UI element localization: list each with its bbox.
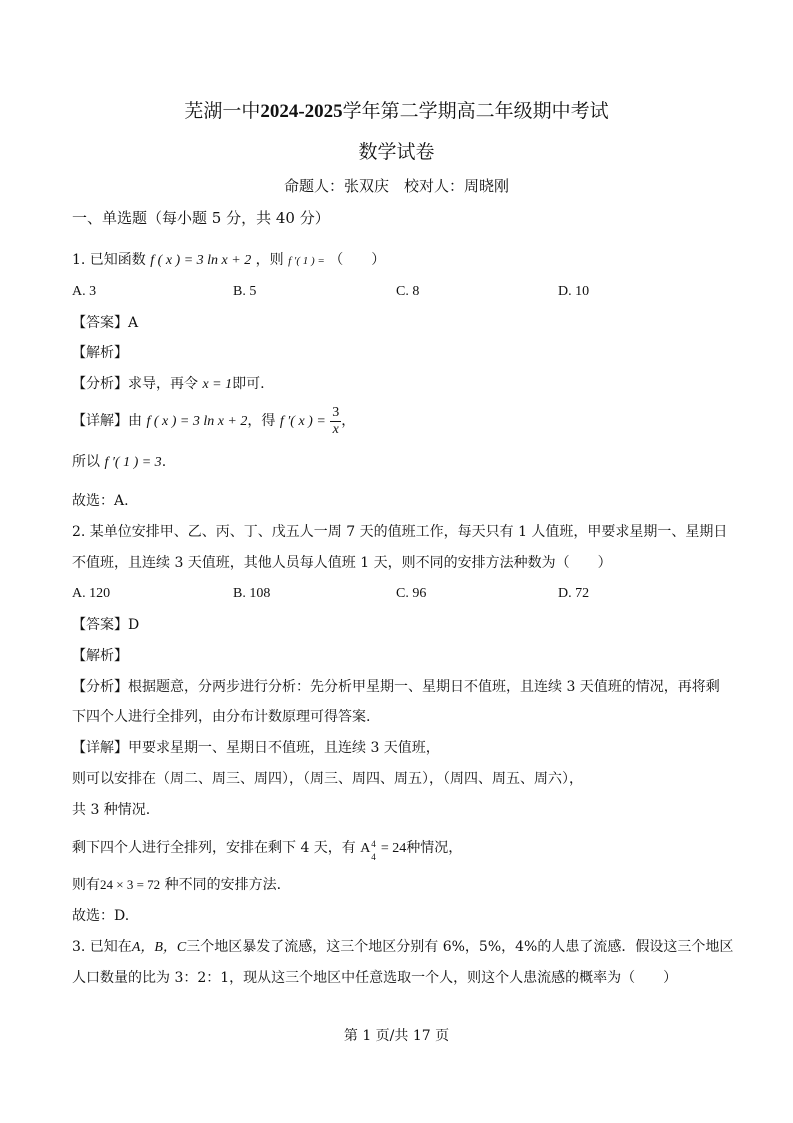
title-term: 学年第二学期高二年级期中考试 bbox=[342, 100, 609, 122]
q1-option-b: B. 5 bbox=[233, 284, 257, 299]
fraction-denominator: x bbox=[332, 421, 339, 437]
q2-choose: 故选：D. bbox=[72, 908, 130, 924]
q2-xiangjie-line2: 则可以安排在（周二、周三、周四），（周三、周四、周五），（周四、周五、周六）， bbox=[72, 771, 583, 787]
q1-fenxi bbox=[72, 374, 265, 395]
answer-tag: 【答案】 bbox=[72, 617, 128, 633]
q2-perm-end: 种情况， bbox=[406, 840, 463, 856]
q3-regions: A，B，C bbox=[131, 940, 187, 955]
xiangjie-tag: 【详解】 bbox=[72, 740, 128, 756]
q1-answer-value: A bbox=[128, 315, 139, 331]
q1-stem bbox=[72, 250, 385, 271]
q1-ask: f ′( 1 ) = bbox=[288, 255, 325, 267]
answer-tag: 【答案】 bbox=[72, 315, 128, 331]
q2-answer-value: D bbox=[128, 617, 140, 633]
q1-number: 1. 已知函数 bbox=[72, 252, 146, 268]
q2-option-b: B. 108 bbox=[233, 586, 271, 601]
q1-function: f ( x ) = 3 ln x + 2 bbox=[150, 253, 252, 268]
q1-paren: （ ） bbox=[329, 252, 386, 268]
fraction-numerator: 3 bbox=[332, 404, 340, 420]
q2-fenxi-line1 bbox=[72, 677, 720, 697]
xiangjie-tag: 【详解】 bbox=[72, 413, 128, 429]
q2-stem-line2: 不值班，且连续 3 天值班，其他人员每人值班 1 天，则不同的安排方法种数为（ ） bbox=[72, 555, 612, 571]
page-footer: 第 1 页/共 17 页 bbox=[343, 1028, 450, 1044]
q1-fenxi-text: 求导，再令 bbox=[128, 376, 198, 392]
q2-xiangjie-line1 bbox=[72, 738, 440, 758]
exam-authors: 命题人：张双庆 校对人：周晓刚 bbox=[283, 177, 509, 195]
q1-option-c: C. 8 bbox=[396, 284, 420, 299]
q1-xiangjie-by: 由 bbox=[128, 413, 142, 429]
q3-stem-line2: 人口数量的比为 3：2：1，现从这三个地区中任意选取一个人，则这个人患流感的概率为（ ） bbox=[72, 970, 678, 986]
q1-xiangjie bbox=[72, 404, 355, 439]
q2-fenxi-text: 根据题意，分两步进行分析：先分析甲星期一、星期日不值班，且连续 3 天值班的情况，再将剩 bbox=[128, 679, 720, 695]
q2-option-a: A. 120 bbox=[72, 586, 111, 601]
q1-xiangjie-f: f ( x ) = 3 ln x + 2 bbox=[146, 414, 248, 429]
q1-so-math: f ′( 1 ) = 3 bbox=[104, 455, 162, 470]
q2-perm-eq: = 24 bbox=[380, 841, 407, 856]
q1-fenxi-end: 即可. bbox=[232, 376, 265, 392]
q1-so bbox=[72, 452, 166, 473]
exam-title bbox=[0, 98, 793, 125]
q1-fenxi-math: x = 1 bbox=[202, 377, 233, 392]
q1-xiangjie-fp: f ′( x ) = bbox=[279, 414, 326, 429]
q1-so-text: 所以 bbox=[72, 454, 100, 470]
q1-answer bbox=[72, 313, 138, 333]
q1-fraction bbox=[330, 405, 341, 438]
fenxi-tag: 【分析】 bbox=[72, 679, 128, 695]
q2-perm-text: 剩下四个人进行全排列，安排在剩下 4 天，有 bbox=[72, 840, 356, 856]
q1-analysis-tag: 【解析】 bbox=[72, 345, 128, 361]
q1-option-d: D. 10 bbox=[558, 284, 590, 299]
q2-xiangjie-text: 甲要求星期一、星期日不值班，且连续 3 天值班， bbox=[128, 740, 440, 756]
fenxi-tag: 【分析】 bbox=[72, 376, 128, 392]
q2-analysis-tag: 【解析】 bbox=[72, 648, 128, 664]
q1-choose: 故选：A. bbox=[72, 493, 129, 509]
q1-so-end: . bbox=[161, 454, 167, 470]
q2-xiangjie-line3: 共 3 种情况. bbox=[72, 802, 151, 818]
q3-stem-line1 bbox=[72, 937, 733, 958]
q3-prefix: 3. 已知在 bbox=[72, 939, 132, 955]
q1-then: ，则 bbox=[255, 252, 284, 268]
q2-answer bbox=[72, 615, 139, 635]
perm-sup: 4 bbox=[371, 839, 376, 849]
title-school: 芜湖一中 bbox=[184, 100, 261, 122]
q2-permutation bbox=[72, 838, 463, 862]
q2-perm-symbol bbox=[360, 839, 376, 862]
perm-a: A bbox=[360, 841, 371, 856]
q2-stem-line1: 2. 某单位安排甲、乙、丙、丁、戊五人一周 7 天的值班工作，每天只有 1 人值班，甲要求星期一、星期日 bbox=[72, 524, 728, 540]
q1-option-a: A. 3 bbox=[72, 284, 97, 299]
q1-xiangjie-get: ，得 bbox=[247, 413, 276, 429]
exam-subtitle: 数学试卷 bbox=[358, 141, 435, 163]
perm-sub: 4 bbox=[371, 852, 376, 862]
q2-total bbox=[72, 875, 281, 895]
q1-xiangjie-comma: ， bbox=[341, 413, 356, 429]
q3-text: 三个地区暴发了流感，这三个地区分别有 6%，5%，4%的人患了流感．假设这三个地区 bbox=[186, 939, 734, 955]
title-year: 2024-2025 bbox=[260, 101, 343, 122]
q2-option-c: C. 96 bbox=[396, 586, 427, 601]
q2-total-text: 则有 bbox=[72, 877, 100, 893]
q2-option-d: D. 72 bbox=[558, 586, 590, 601]
q2-total-end: 种不同的安排方法. bbox=[164, 877, 282, 893]
q2-total-math: 24 × 3 = 72 bbox=[100, 877, 161, 892]
section-heading: 一、单选题（每小题 5 分，共 40 分） bbox=[72, 209, 330, 227]
q2-fenxi-line2: 下四个人进行全排列，由分布计数原理可得答案. bbox=[72, 709, 371, 725]
